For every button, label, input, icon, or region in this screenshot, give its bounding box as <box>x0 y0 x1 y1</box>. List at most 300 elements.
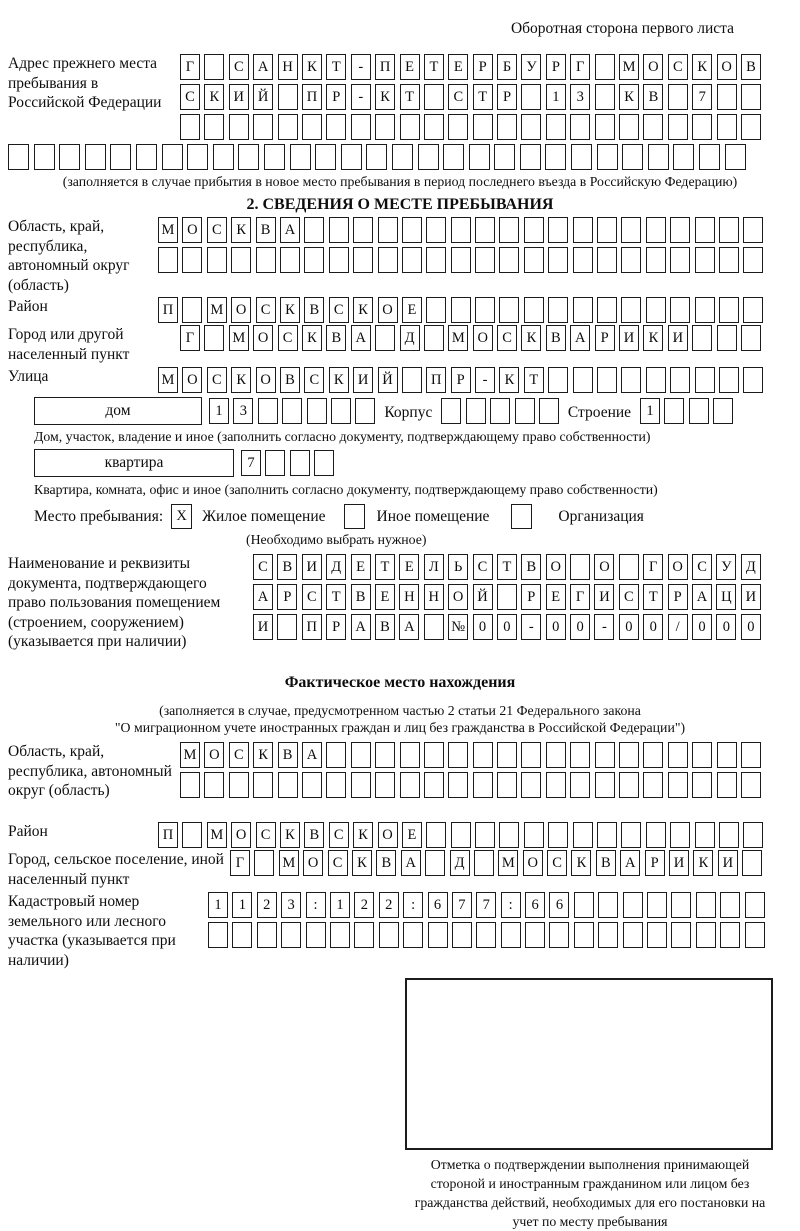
char-cell[interactable]: П <box>375 54 395 80</box>
char-cell[interactable] <box>158 247 178 273</box>
char-cell[interactable]: Е <box>351 554 371 580</box>
char-cell[interactable] <box>354 922 374 948</box>
char-cell[interactable]: К <box>302 54 322 80</box>
char-cell[interactable]: 0 <box>570 614 590 640</box>
char-cell[interactable] <box>671 922 691 948</box>
char-cell[interactable] <box>546 742 566 768</box>
char-cell[interactable]: Р <box>497 84 517 110</box>
char-cell[interactable]: Д <box>741 554 761 580</box>
char-cell[interactable]: К <box>499 367 519 393</box>
char-cell[interactable]: 7 <box>476 892 496 918</box>
char-cell[interactable] <box>229 114 249 140</box>
char-cell[interactable] <box>424 772 444 798</box>
char-cell[interactable] <box>256 247 276 273</box>
char-cell[interactable] <box>524 822 544 848</box>
char-cell[interactable]: 0 <box>497 614 517 640</box>
char-cell[interactable]: 1 <box>546 84 566 110</box>
char-cell[interactable]: К <box>280 297 300 323</box>
char-cell[interactable]: К <box>643 325 663 351</box>
char-cell[interactable] <box>497 584 517 610</box>
char-cell[interactable] <box>571 144 592 170</box>
char-cell[interactable]: П <box>426 367 446 393</box>
char-cell[interactable]: В <box>376 850 396 876</box>
char-cell[interactable] <box>475 217 495 243</box>
char-cell[interactable] <box>597 247 617 273</box>
char-cell[interactable]: К <box>375 84 395 110</box>
char-cell[interactable]: Л <box>424 554 444 580</box>
char-cell[interactable] <box>548 367 568 393</box>
char-cell[interactable] <box>424 114 444 140</box>
char-cell[interactable]: Т <box>375 554 395 580</box>
char-cell[interactable] <box>719 247 739 273</box>
char-cell[interactable] <box>525 922 545 948</box>
char-cell[interactable]: И <box>594 584 614 610</box>
char-cell[interactable]: Г <box>570 584 590 610</box>
char-cell[interactable]: Р <box>668 584 688 610</box>
char-cell[interactable]: О <box>303 850 323 876</box>
char-cell[interactable] <box>692 772 712 798</box>
char-cell[interactable] <box>353 247 373 273</box>
char-cell[interactable] <box>473 772 493 798</box>
char-cell[interactable] <box>623 892 643 918</box>
char-cell[interactable] <box>570 554 590 580</box>
char-cell[interactable]: Т <box>524 367 544 393</box>
char-cell[interactable] <box>400 742 420 768</box>
char-cell[interactable]: А <box>351 614 371 640</box>
char-cell[interactable]: И <box>353 367 373 393</box>
char-cell[interactable] <box>187 144 208 170</box>
char-cell[interactable]: И <box>229 84 249 110</box>
char-cell[interactable] <box>182 297 202 323</box>
char-cell[interactable] <box>451 217 471 243</box>
char-cell[interactable]: Р <box>451 367 471 393</box>
char-cell[interactable]: Р <box>521 584 541 610</box>
char-cell[interactable]: Е <box>402 297 422 323</box>
char-cell[interactable] <box>403 922 423 948</box>
char-cell[interactable]: 0 <box>643 614 663 640</box>
char-cell[interactable]: 6 <box>428 892 448 918</box>
char-cell[interactable]: Д <box>400 325 420 351</box>
char-cell[interactable] <box>743 297 763 323</box>
char-cell[interactable]: И <box>619 325 639 351</box>
char-cell[interactable]: У <box>716 554 736 580</box>
char-cell[interactable]: О <box>182 367 202 393</box>
char-cell[interactable] <box>646 217 666 243</box>
char-cell[interactable] <box>180 772 200 798</box>
char-cell[interactable] <box>402 217 422 243</box>
char-cell[interactable] <box>351 742 371 768</box>
char-cell[interactable] <box>475 822 495 848</box>
char-cell[interactable] <box>695 297 715 323</box>
char-cell[interactable]: : <box>306 892 326 918</box>
char-cell[interactable] <box>573 247 593 273</box>
char-cell[interactable] <box>329 247 349 273</box>
char-cell[interactable] <box>713 398 733 424</box>
char-cell[interactable] <box>741 84 761 110</box>
char-cell[interactable] <box>743 217 763 243</box>
char-cell[interactable]: 7 <box>692 84 712 110</box>
char-cell[interactable]: - <box>594 614 614 640</box>
char-cell[interactable]: И <box>668 325 688 351</box>
char-cell[interactable]: - <box>351 54 371 80</box>
char-cell[interactable] <box>426 217 446 243</box>
char-cell[interactable]: К <box>253 742 273 768</box>
char-cell[interactable] <box>329 217 349 243</box>
char-cell[interactable] <box>254 850 274 876</box>
char-cell[interactable] <box>548 217 568 243</box>
char-cell[interactable] <box>448 114 468 140</box>
char-cell[interactable]: С <box>668 54 688 80</box>
char-cell[interactable]: П <box>158 297 178 323</box>
char-cell[interactable] <box>646 367 666 393</box>
char-cell[interactable] <box>238 144 259 170</box>
char-cell[interactable] <box>351 114 371 140</box>
char-cell[interactable] <box>375 114 395 140</box>
char-cell[interactable]: Д <box>450 850 470 876</box>
char-cell[interactable]: С <box>256 297 276 323</box>
char-cell[interactable] <box>443 144 464 170</box>
char-cell[interactable] <box>720 922 740 948</box>
char-cell[interactable] <box>524 297 544 323</box>
char-cell[interactable]: В <box>596 850 616 876</box>
char-cell[interactable] <box>719 822 739 848</box>
char-cell[interactable]: А <box>253 54 273 80</box>
char-cell[interactable]: Р <box>326 84 346 110</box>
char-cell[interactable] <box>378 247 398 273</box>
char-cell[interactable] <box>573 217 593 243</box>
char-cell[interactable] <box>598 892 618 918</box>
char-cell[interactable]: 2 <box>257 892 277 918</box>
char-cell[interactable] <box>621 297 641 323</box>
char-cell[interactable] <box>501 922 521 948</box>
char-cell[interactable] <box>466 398 486 424</box>
char-cell[interactable]: И <box>669 850 689 876</box>
char-cell[interactable]: О <box>473 325 493 351</box>
char-cell[interactable] <box>717 84 737 110</box>
char-cell[interactable]: М <box>619 54 639 80</box>
char-cell[interactable] <box>475 247 495 273</box>
char-cell[interactable]: В <box>280 367 300 393</box>
char-cell[interactable]: И <box>253 614 273 640</box>
char-cell[interactable]: А <box>253 584 273 610</box>
char-cell[interactable]: Г <box>180 325 200 351</box>
char-cell[interactable] <box>424 742 444 768</box>
char-cell[interactable] <box>326 772 346 798</box>
char-cell[interactable]: М <box>448 325 468 351</box>
char-cell[interactable]: Ь <box>448 554 468 580</box>
char-cell[interactable]: - <box>351 84 371 110</box>
char-cell[interactable]: У <box>521 54 541 80</box>
char-cell[interactable]: М <box>180 742 200 768</box>
char-cell[interactable] <box>742 850 762 876</box>
char-cell[interactable]: 0 <box>546 614 566 640</box>
char-cell[interactable] <box>331 398 351 424</box>
char-cell[interactable]: К <box>571 850 591 876</box>
char-cell[interactable] <box>692 114 712 140</box>
char-cell[interactable]: В <box>277 554 297 580</box>
char-cell[interactable] <box>424 84 444 110</box>
char-cell[interactable] <box>692 325 712 351</box>
char-cell[interactable]: 0 <box>692 614 712 640</box>
char-cell[interactable]: С <box>229 742 249 768</box>
char-cell[interactable] <box>621 217 641 243</box>
char-cell[interactable]: В <box>546 325 566 351</box>
char-cell[interactable] <box>424 325 444 351</box>
char-cell[interactable]: К <box>619 84 639 110</box>
char-cell[interactable]: М <box>498 850 518 876</box>
char-cell[interactable] <box>548 247 568 273</box>
char-cell[interactable]: О <box>546 554 566 580</box>
char-cell[interactable]: В <box>643 84 663 110</box>
char-cell[interactable]: К <box>302 325 322 351</box>
char-cell[interactable] <box>619 742 639 768</box>
char-cell[interactable] <box>670 822 690 848</box>
char-cell[interactable] <box>402 247 422 273</box>
char-cell[interactable] <box>207 247 227 273</box>
char-cell[interactable]: Е <box>375 584 395 610</box>
char-cell[interactable] <box>499 247 519 273</box>
char-cell[interactable] <box>643 772 663 798</box>
char-cell[interactable]: И <box>302 554 322 580</box>
char-cell[interactable] <box>290 144 311 170</box>
char-cell[interactable] <box>515 398 535 424</box>
char-cell[interactable] <box>402 367 422 393</box>
char-cell[interactable] <box>595 84 615 110</box>
char-cell[interactable]: / <box>668 614 688 640</box>
char-cell[interactable] <box>290 450 310 476</box>
char-cell[interactable]: Г <box>570 54 590 80</box>
char-cell[interactable] <box>524 217 544 243</box>
char-cell[interactable] <box>258 398 278 424</box>
char-cell[interactable] <box>597 822 617 848</box>
char-cell[interactable] <box>424 614 444 640</box>
char-cell[interactable] <box>469 144 490 170</box>
char-cell[interactable] <box>326 114 346 140</box>
char-cell[interactable] <box>204 54 224 80</box>
char-cell[interactable] <box>719 297 739 323</box>
char-cell[interactable]: 3 <box>233 398 253 424</box>
char-cell[interactable]: О <box>378 822 398 848</box>
char-cell[interactable] <box>647 922 667 948</box>
char-cell[interactable] <box>378 217 398 243</box>
char-cell[interactable] <box>473 742 493 768</box>
char-cell[interactable]: С <box>497 325 517 351</box>
char-cell[interactable] <box>548 822 568 848</box>
char-cell[interactable] <box>570 114 590 140</box>
char-cell[interactable] <box>182 822 202 848</box>
char-cell[interactable] <box>717 114 737 140</box>
char-cell[interactable]: В <box>351 584 371 610</box>
char-cell[interactable]: О <box>231 297 251 323</box>
char-cell[interactable]: 1 <box>330 892 350 918</box>
char-cell[interactable] <box>282 398 302 424</box>
char-cell[interactable] <box>695 822 715 848</box>
char-cell[interactable] <box>619 554 639 580</box>
char-cell[interactable]: А <box>570 325 590 351</box>
char-cell[interactable] <box>428 922 448 948</box>
char-cell[interactable] <box>306 922 326 948</box>
char-cell[interactable]: С <box>304 367 324 393</box>
char-cell[interactable] <box>695 367 715 393</box>
char-cell[interactable] <box>573 822 593 848</box>
char-cell[interactable] <box>619 114 639 140</box>
char-cell[interactable] <box>497 742 517 768</box>
char-cell[interactable]: О <box>643 54 663 80</box>
char-cell[interactable] <box>670 367 690 393</box>
char-cell[interactable]: : <box>501 892 521 918</box>
char-cell[interactable] <box>670 247 690 273</box>
char-cell[interactable]: М <box>207 822 227 848</box>
char-cell[interactable] <box>741 772 761 798</box>
char-cell[interactable]: С <box>448 84 468 110</box>
char-cell[interactable]: С <box>302 584 322 610</box>
char-cell[interactable]: О <box>448 584 468 610</box>
char-cell[interactable] <box>351 772 371 798</box>
char-cell[interactable]: Р <box>326 614 346 640</box>
char-cell[interactable]: С <box>180 84 200 110</box>
char-cell[interactable] <box>671 892 691 918</box>
char-cell[interactable] <box>539 398 559 424</box>
char-cell[interactable]: К <box>352 850 372 876</box>
char-cell[interactable]: Е <box>546 584 566 610</box>
char-cell[interactable]: Й <box>378 367 398 393</box>
char-cell[interactable]: О <box>182 217 202 243</box>
char-cell[interactable] <box>204 325 224 351</box>
char-cell[interactable]: С <box>278 325 298 351</box>
char-cell[interactable] <box>499 822 519 848</box>
char-cell[interactable] <box>621 367 641 393</box>
char-cell[interactable] <box>497 114 517 140</box>
char-cell[interactable] <box>574 892 594 918</box>
char-cell[interactable] <box>643 114 663 140</box>
char-cell[interactable]: О <box>523 850 543 876</box>
char-cell[interactable]: М <box>158 217 178 243</box>
char-cell[interactable] <box>375 772 395 798</box>
char-cell[interactable]: С <box>619 584 639 610</box>
char-cell[interactable] <box>278 114 298 140</box>
char-cell[interactable]: 1 <box>640 398 660 424</box>
char-cell[interactable] <box>520 144 541 170</box>
char-cell[interactable]: К <box>231 367 251 393</box>
char-cell[interactable] <box>213 144 234 170</box>
char-cell[interactable] <box>717 772 737 798</box>
char-cell[interactable] <box>473 114 493 140</box>
char-cell[interactable]: П <box>302 84 322 110</box>
char-cell[interactable] <box>619 772 639 798</box>
char-cell[interactable] <box>59 144 80 170</box>
char-cell[interactable] <box>253 772 273 798</box>
char-cell[interactable] <box>426 297 446 323</box>
char-cell[interactable] <box>280 247 300 273</box>
char-cell[interactable] <box>253 114 273 140</box>
char-cell[interactable]: Е <box>402 822 422 848</box>
char-cell[interactable]: С <box>207 367 227 393</box>
char-cell[interactable]: Е <box>399 554 419 580</box>
char-cell[interactable]: 3 <box>570 84 590 110</box>
char-cell[interactable] <box>264 144 285 170</box>
char-cell[interactable]: Й <box>253 84 273 110</box>
char-cell[interactable] <box>302 772 322 798</box>
char-cell[interactable]: Т <box>326 584 346 610</box>
char-cell[interactable]: Н <box>424 584 444 610</box>
char-cell[interactable] <box>741 325 761 351</box>
char-cell[interactable] <box>204 772 224 798</box>
char-cell[interactable]: 7 <box>241 450 261 476</box>
char-cell[interactable] <box>136 144 157 170</box>
char-cell[interactable]: Т <box>473 84 493 110</box>
char-cell[interactable]: 2 <box>379 892 399 918</box>
char-cell[interactable]: С <box>253 554 273 580</box>
char-cell[interactable] <box>546 114 566 140</box>
char-cell[interactable]: С <box>547 850 567 876</box>
char-cell[interactable]: М <box>207 297 227 323</box>
char-cell[interactable]: С <box>329 822 349 848</box>
char-cell[interactable]: 6 <box>549 892 569 918</box>
char-cell[interactable] <box>670 217 690 243</box>
char-cell[interactable]: Б <box>497 54 517 80</box>
char-cell[interactable]: С <box>207 217 227 243</box>
char-cell[interactable]: 0 <box>473 614 493 640</box>
char-cell[interactable] <box>621 247 641 273</box>
char-cell[interactable] <box>330 922 350 948</box>
char-cell[interactable] <box>281 922 301 948</box>
char-cell[interactable] <box>208 922 228 948</box>
char-cell[interactable] <box>695 217 715 243</box>
char-cell[interactable] <box>549 922 569 948</box>
char-cell[interactable] <box>623 922 643 948</box>
char-cell[interactable] <box>451 297 471 323</box>
char-cell[interactable]: В <box>278 742 298 768</box>
char-cell[interactable]: 2 <box>354 892 374 918</box>
char-cell[interactable] <box>265 450 285 476</box>
char-cell[interactable] <box>719 367 739 393</box>
char-cell[interactable]: В <box>741 54 761 80</box>
char-cell[interactable]: К <box>692 54 712 80</box>
char-cell[interactable]: Т <box>326 54 346 80</box>
char-cell[interactable]: 0 <box>619 614 639 640</box>
char-cell[interactable] <box>717 325 737 351</box>
char-cell[interactable]: - <box>521 614 541 640</box>
char-cell[interactable] <box>597 297 617 323</box>
char-cell[interactable] <box>546 772 566 798</box>
char-cell[interactable] <box>426 822 446 848</box>
char-cell[interactable]: Т <box>643 584 663 610</box>
char-cell[interactable]: А <box>620 850 640 876</box>
char-cell[interactable]: 0 <box>741 614 761 640</box>
char-cell[interactable] <box>355 398 375 424</box>
char-cell[interactable]: А <box>351 325 371 351</box>
char-cell[interactable]: О <box>256 367 276 393</box>
char-cell[interactable]: 7 <box>452 892 472 918</box>
char-cell[interactable] <box>315 144 336 170</box>
char-cell[interactable]: В <box>326 325 346 351</box>
char-cell[interactable]: 3 <box>281 892 301 918</box>
char-cell[interactable] <box>668 772 688 798</box>
char-cell[interactable]: К <box>353 297 373 323</box>
char-cell[interactable] <box>521 772 541 798</box>
char-cell[interactable] <box>229 772 249 798</box>
char-cell[interactable] <box>418 144 439 170</box>
char-cell[interactable]: А <box>280 217 300 243</box>
char-cell[interactable]: Г <box>180 54 200 80</box>
char-cell[interactable] <box>278 772 298 798</box>
char-cell[interactable]: А <box>399 614 419 640</box>
char-cell[interactable] <box>719 217 739 243</box>
char-cell[interactable] <box>621 822 641 848</box>
char-cell[interactable] <box>34 144 55 170</box>
char-cell[interactable]: К <box>231 217 251 243</box>
apartment-type-box[interactable]: квартира <box>34 449 234 477</box>
